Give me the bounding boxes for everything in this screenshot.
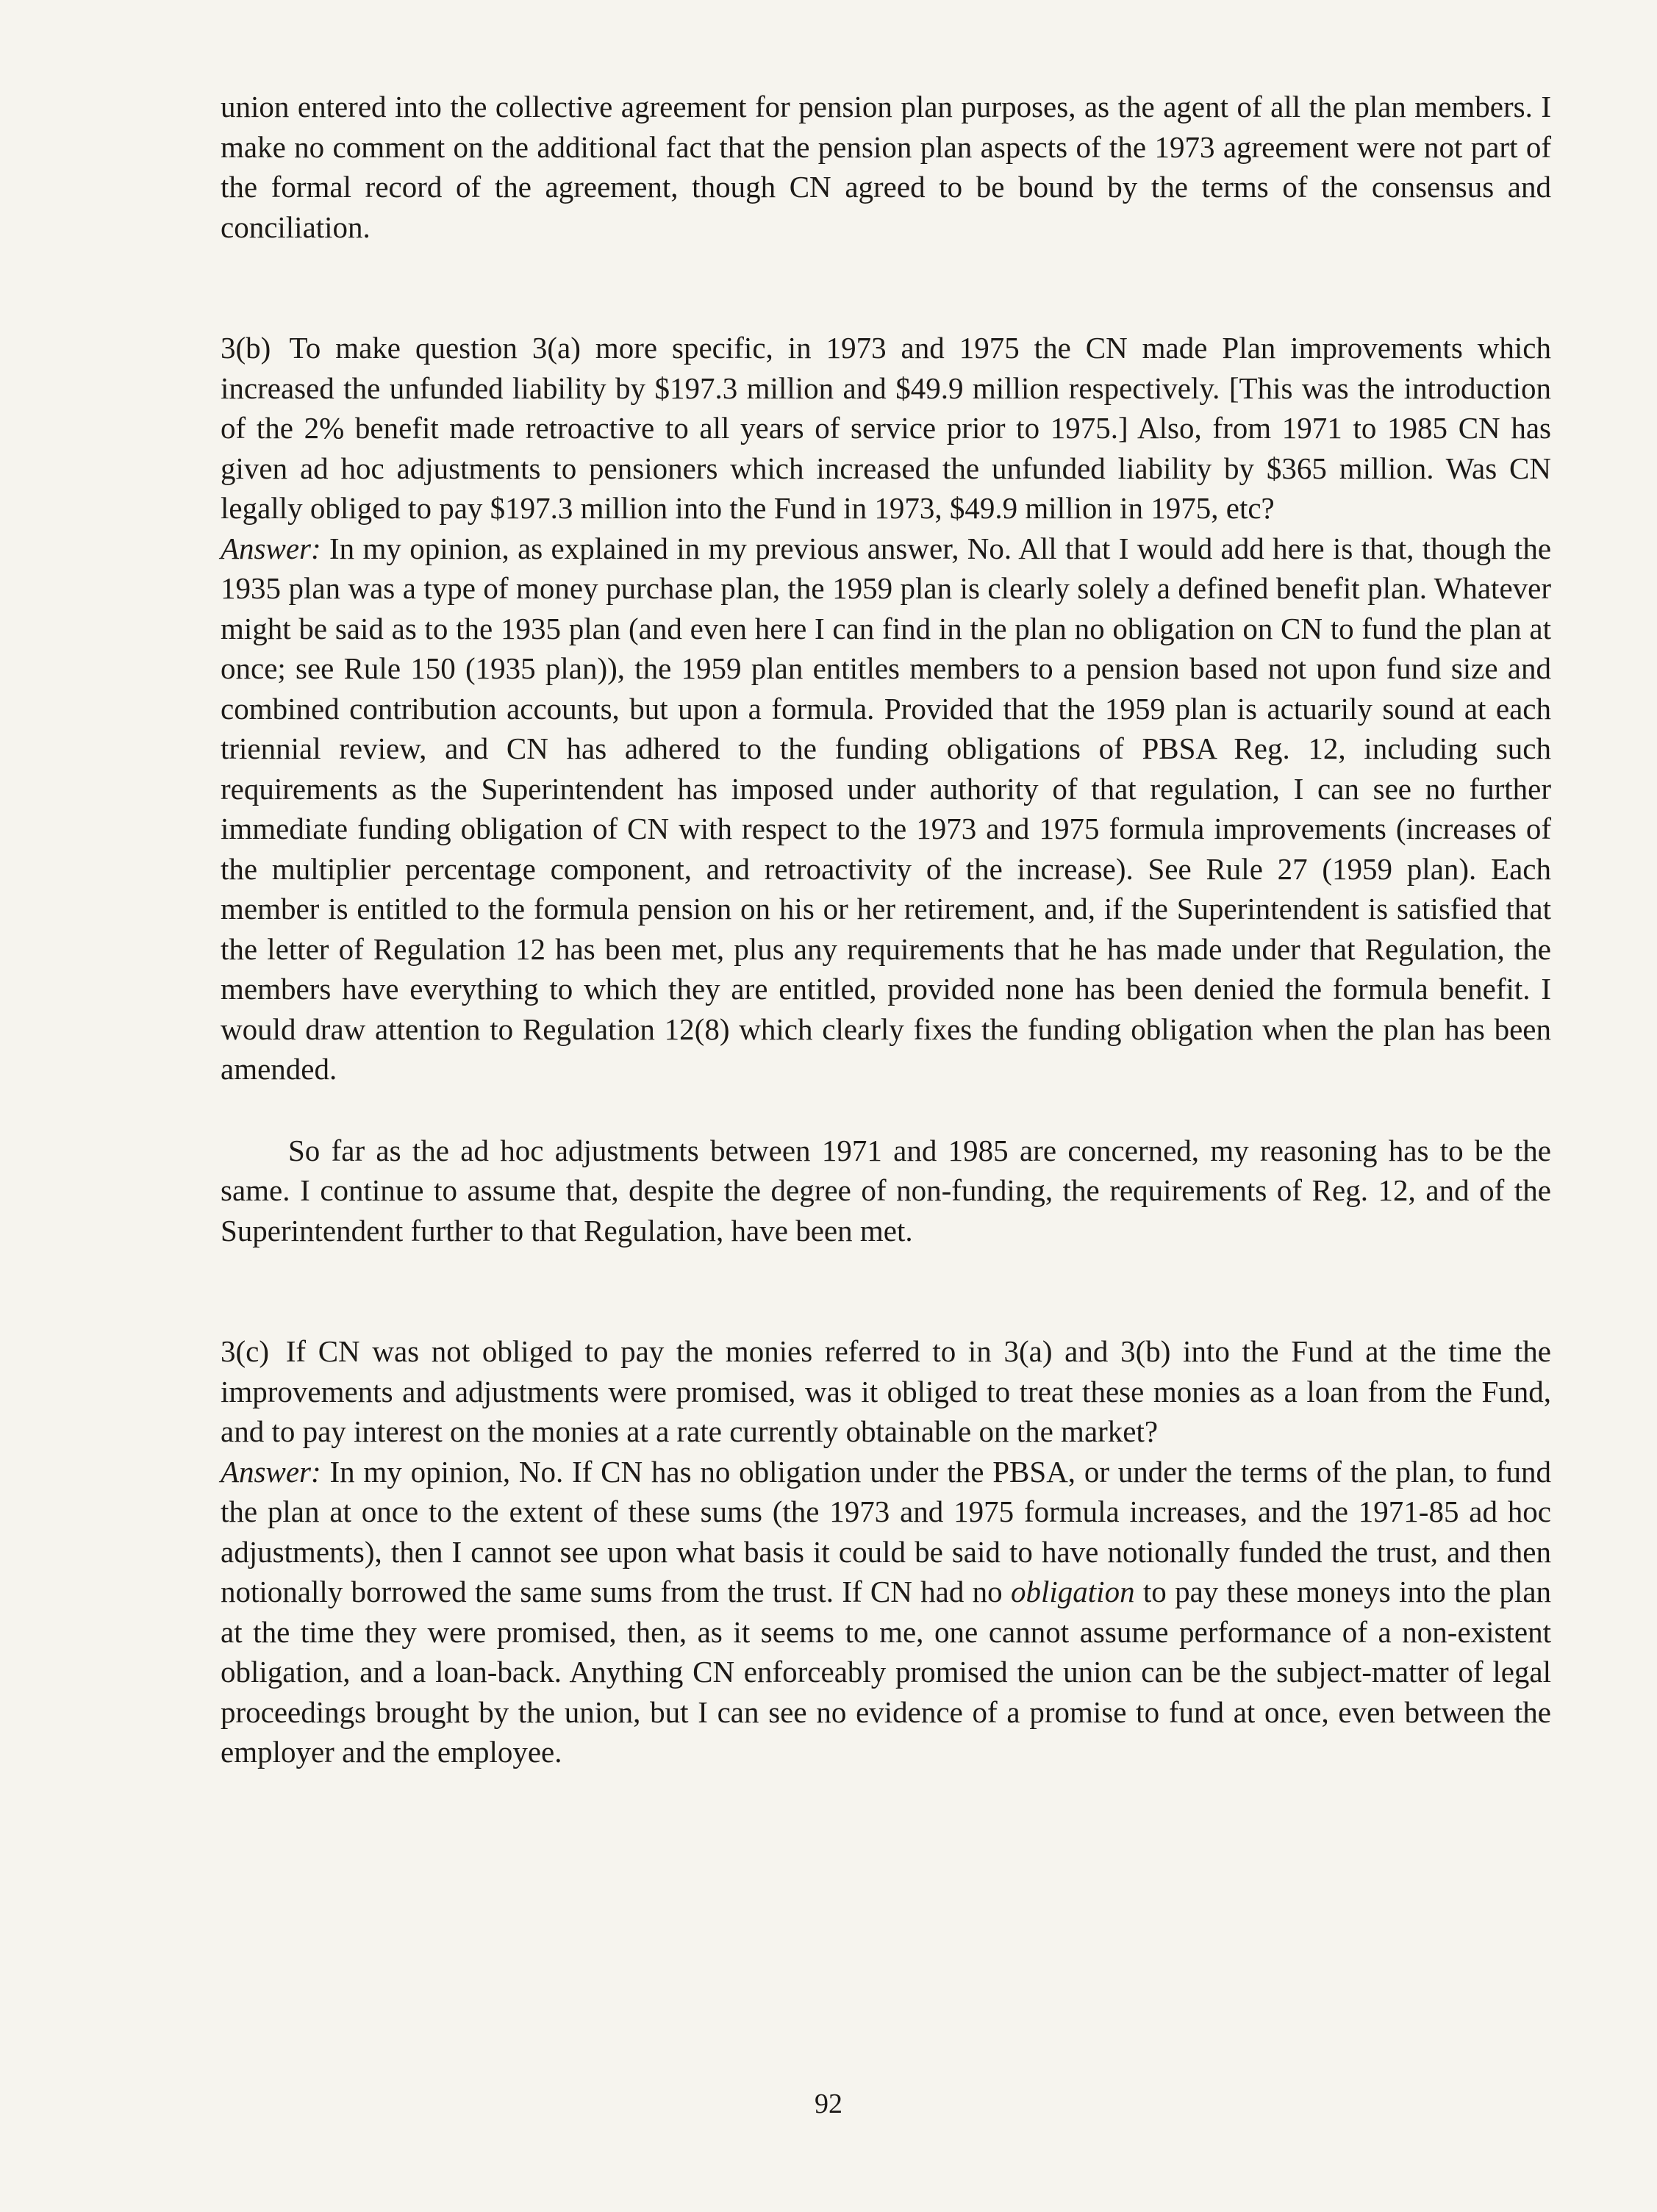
question-number: 3(c) — [221, 1334, 270, 1368]
answer-label: Answer: — [221, 1454, 321, 1489]
page-number: 92 — [815, 2088, 842, 2119]
question-text: To make question 3(a) more specific, in 1973 and 1975 the CN made Plan improvements which increased the unfunded liability by $197.3 million and $49.9 million respectively. [This was the introduction of the 2% benefit made retroactive to all years of service prior to 1975.] Also, from 1971 to 1985 CN has given ad hoc adjustments to pensioners which increased the unfunded liability by $365 million. Was CN legally obliged to pay $197.3 million into the Fund in 1973, $49.9 million in 1975, etc? — [221, 331, 1551, 525]
question-text: If CN was not obliged to pay the monies referred to in 3(a) and 3(b) into the Fund at the time the improvements and adjustments were promised, was it obliged to treat these monies as a loan from the Fund, and to pay interest on the monies at a rate currently obtainable on the market? — [221, 1334, 1552, 1448]
document-page — [221, 87, 1551, 1772]
question-number: 3(b) — [221, 331, 271, 365]
answer-text-part-2: to pay these moneys into the plan at the time they were promised, then, as it seems to me, one cannot assume performance of a non-existent obligation, and a loan-back. Anything CN enforceably promised the union can be the subject-matter of legal proceedings brought by the union, but I can see no evidence of a promise to fund at once, even between the employer and the employee. — [221, 1575, 1552, 1769]
question-3b — [221, 328, 1551, 529]
answer-3b — [221, 529, 1551, 1089]
intro-paragraph: union entered into the collective agreement for pension plan purposes, as the agent of all the plan members. I make no comment on the additional fact that the pension plan aspects of the 1973 agreement were not part of the formal record of the agreement, though CN agreed to be bound by the terms of the consensus and conciliation. — [221, 90, 1551, 244]
answer-emphasis: obligation — [1011, 1575, 1135, 1608]
spacer — [221, 1089, 1551, 1131]
answer-text-part-1: In my opinion, No. If CN has no obligation under the PBSA, or under the terms of the plan, to fund the plan at once to the extent of these sums (the 1973 and 1975 formula increases, and the 1971-85 ad hoc adjustments), then I cannot see upon what basis it could be said to have notionally funded the trust, and then notionally borrowed the same sums from the trust. If CN had no — [221, 1454, 1552, 1608]
answer-label: Answer: — [221, 531, 321, 565]
question-3c — [221, 1331, 1551, 1452]
answer-text: In my opinion, as explained in my previous answer, No. All that I would add here is that, though the 1935 plan was a type of money purchase plan, the 1959 plan is clearly solely a defined benefit plan. Whatever might be said as to the 1935 plan (and even here I can find in the plan no obligation on CN to fund the plan at once; see Rule 150 (1935 plan)), the 1959 plan entitles members to a pension based not upon fund size and combined contribution accounts, but upon a formula. Provided that the 1959 plan is actuarily sound at each triennial review, and CN has adhered to the funding obligations of PBSA Reg. 12, including such requirements as the Superintendent has imposed under authority of that regulation, I can see no further immediate funding obligation of CN with respect to the 1973 and 1975 formula improvements (increases of the multiplier percentage component, and retroactivity of the increase). See Rule 27 (1959 plan). Each member is entitled to the formula pension on his or her retirement, and, if the Superintendent is satisfied that the letter of Regulation 12 has been met, plus any requirements that he has made under that Regulation, the members have everything to which they are entitled, provided none has been denied the formula benefit. I would draw attention to Regulation 12(8) which clearly fixes the funding obligation when the plan has been amended. — [221, 531, 1552, 1086]
answer-3c — [221, 1452, 1551, 1772]
spacer — [221, 1250, 1551, 1331]
spacer — [221, 247, 1551, 328]
answer-3b-continued: So far as the ad hoc adjustments between 1971 and 1985 are concerned, my reasoning has to be the same. I continue to assume that, despite the degree of non-funding, the requirements of Reg. 12, and of the Superintendent further to that Regulation, have been met. — [221, 1133, 1551, 1248]
